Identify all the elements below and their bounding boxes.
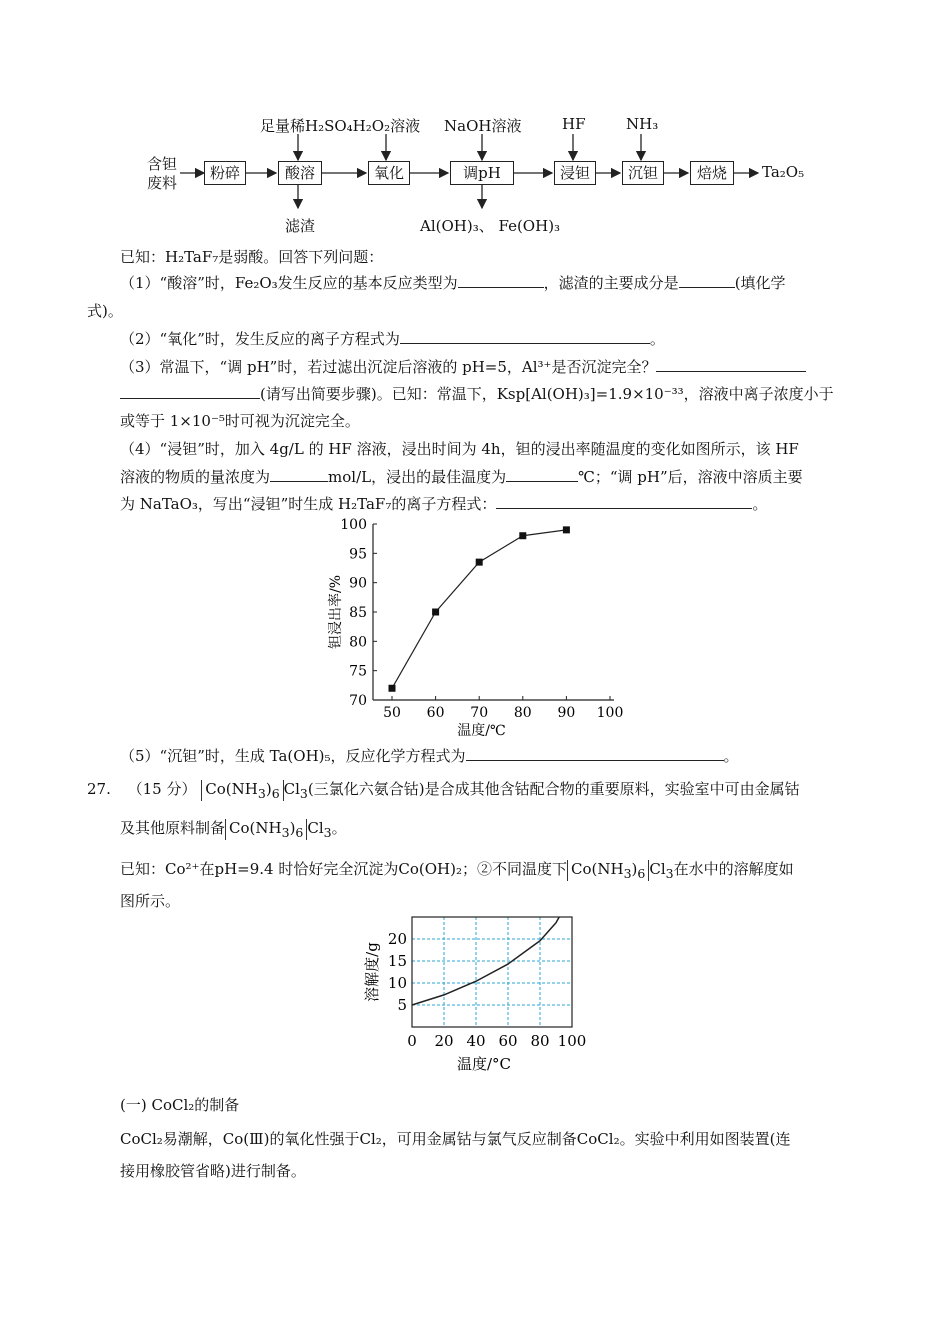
- q26-part3-cont: (请写出简要步骤)。已知：常温下，Ksp[Al(OH)₃]=1.9×10⁻³³，溶液中离子浓度小于: [120, 383, 834, 404]
- answer-blank: [270, 467, 328, 482]
- q27-section1-text-cont: 接用橡胶管省略)进行制备。: [120, 1162, 306, 1180]
- answer-blank: [400, 329, 650, 344]
- y-axis-label: 溶解度/g: [363, 942, 381, 1002]
- y-tick-label: 75: [349, 663, 367, 680]
- q27-intro: 27. （15 分） $Co(NH_3)_6$ $Cl_3$(三氯化六氨合钴)是合成其他含钴配合物的重要原料，实验室中可由金属钴: [87, 780, 800, 801]
- byproduct-hydroxides: Al(OH)₃、 Fe(OH)₃: [420, 217, 561, 235]
- y-tick-label: 15: [387, 952, 407, 970]
- complex-formula: $Co(NH_3)_6$: [201, 780, 283, 801]
- y-axis-label: 钽浸出率/%: [328, 574, 344, 650]
- data-point: [389, 685, 396, 692]
- x-tick-label: 70: [470, 705, 489, 721]
- x-axis-label: 温度/℃: [457, 723, 506, 739]
- reagent-hf: HF: [562, 115, 586, 133]
- q27-section1-title: (一) CoCl₂的制备: [120, 1096, 240, 1114]
- flow-product: Ta₂O₅: [762, 163, 805, 181]
- data-point: [563, 526, 570, 533]
- x-tick-label: 40: [466, 1032, 486, 1050]
- q27-known: 已知：Co²⁺在pH=9.4 时恰好完全沉淀为Co(OH)₂；②不同温度下 $Co(NH_3)_6$ $Cl_3$在水中的溶解度如: [120, 860, 794, 881]
- data-point: [432, 609, 439, 616]
- q26-part3: （3）常温下，“调 pH”时，若过滤出沉淀后溶液的 pH=5，Al³⁺是否沉淀完全？: [120, 356, 806, 377]
- q26-part4-cont: 溶液的物质的量浓度为 mol/L，浸出的最佳温度为 ℃；“调 pH”后，溶液中溶质主要: [120, 468, 803, 486]
- step-acid-dissolve: 酸溶: [278, 161, 322, 185]
- x-tick-label: 90: [557, 705, 576, 721]
- complex-formula: $Co(NH_3)_6$: [567, 860, 649, 881]
- reagent-nh3: NH₃: [626, 115, 659, 133]
- reagent-naoh: NaOH溶液: [444, 117, 522, 135]
- answer-blank: [506, 467, 578, 482]
- reagent-acid: 足量稀H₂SO₄H₂O₂溶液: [260, 117, 421, 135]
- q26-part2: （2）“氧化”时，发生反应的离子方程式为 。: [120, 330, 665, 348]
- answer-blank: [496, 494, 752, 509]
- x-axis-label: 温度/°C: [456, 1055, 512, 1073]
- step-adjust-ph: 调pH: [450, 161, 514, 185]
- y-tick-label: 100: [340, 517, 367, 533]
- q26-part5: （5）“沉钽”时，生成 Ta(OH)₅，反应化学方程式为 。: [120, 747, 739, 765]
- step-leach: 浸钽: [554, 161, 596, 185]
- solubility-chart: [355, 910, 605, 1085]
- y-tick-label: 90: [349, 575, 367, 592]
- y-tick-label: 70: [349, 693, 367, 709]
- y-tick-label: 80: [349, 634, 367, 651]
- q26-part3-cont2: 或等于 1×10⁻⁵时可视为沉淀完全。: [120, 412, 360, 430]
- step-crush: 粉碎: [204, 161, 246, 185]
- answer-blank: [458, 273, 544, 288]
- q27-known-cont: 图所示。: [120, 892, 181, 910]
- q27-intro-cont: 及其他原料制备 $Co(NH_3)_6$ $Cl_3$。: [120, 819, 347, 840]
- y-tick-label: 95: [349, 546, 367, 563]
- answer-blank: [679, 273, 735, 288]
- x-tick-label: 80: [513, 705, 532, 721]
- q26-part1: （1）“酸溶”时，Fe₂O₃发生反应的基本反应类型为 ，滤渣的主要成分是 (填化学: [120, 274, 786, 292]
- step-oxidize: 氧化: [368, 161, 410, 185]
- y-tick-label: 5: [397, 996, 407, 1014]
- x-tick-label: 60: [426, 705, 445, 721]
- byproduct-residue: 滤渣: [285, 217, 316, 235]
- leaching-rate-chart: [320, 512, 640, 742]
- y-tick-label: 85: [349, 605, 367, 621]
- series-line: [392, 530, 566, 688]
- complex-formula: $Co(NH_3)_6$: [225, 819, 307, 840]
- data-point: [476, 559, 483, 566]
- flow-start: 含钽 废料: [147, 155, 178, 192]
- step-precipitate: 沉钽: [622, 161, 664, 185]
- x-tick-label: 100: [596, 705, 624, 721]
- step-roast: 焙烧: [690, 161, 734, 185]
- y-tick-label: 20: [387, 930, 407, 948]
- answer-blank: [120, 384, 260, 399]
- answer-blank: [466, 746, 724, 761]
- q27-section1-text: CoCl₂易潮解，Co(Ⅲ)的氧化性强于Cl₂，可用金属钴与氯气反应制备CoCl₂。实验中利用如图装置(连: [120, 1130, 791, 1148]
- answer-blank: [656, 357, 806, 372]
- q26-known: 已知：H₂TaF₇是弱酸。回答下列问题：: [120, 248, 384, 266]
- x-tick-label: 100: [557, 1032, 587, 1050]
- x-tick-label: 20: [434, 1032, 454, 1050]
- question-number: 27.: [87, 780, 111, 798]
- x-tick-label: 50: [383, 705, 401, 721]
- q26-part4: （4）“浸钽”时，加入 4g/L 的 HF 溶液，浸出时间为 4h，钽的浸出率随温度的变化如图所示，该 HF: [120, 440, 799, 458]
- q26-part4-cont2: 为 NaTaO₃，写出“浸钽”时生成 H₂TaF₇的离子方程式： 。: [120, 495, 768, 513]
- q26-part1-cont: 式)。: [87, 302, 123, 320]
- data-point: [519, 532, 526, 539]
- y-tick-label: 10: [387, 974, 407, 992]
- x-tick-label: 80: [530, 1032, 550, 1050]
- x-tick-label: 0: [407, 1032, 417, 1050]
- x-tick-label: 60: [498, 1032, 518, 1050]
